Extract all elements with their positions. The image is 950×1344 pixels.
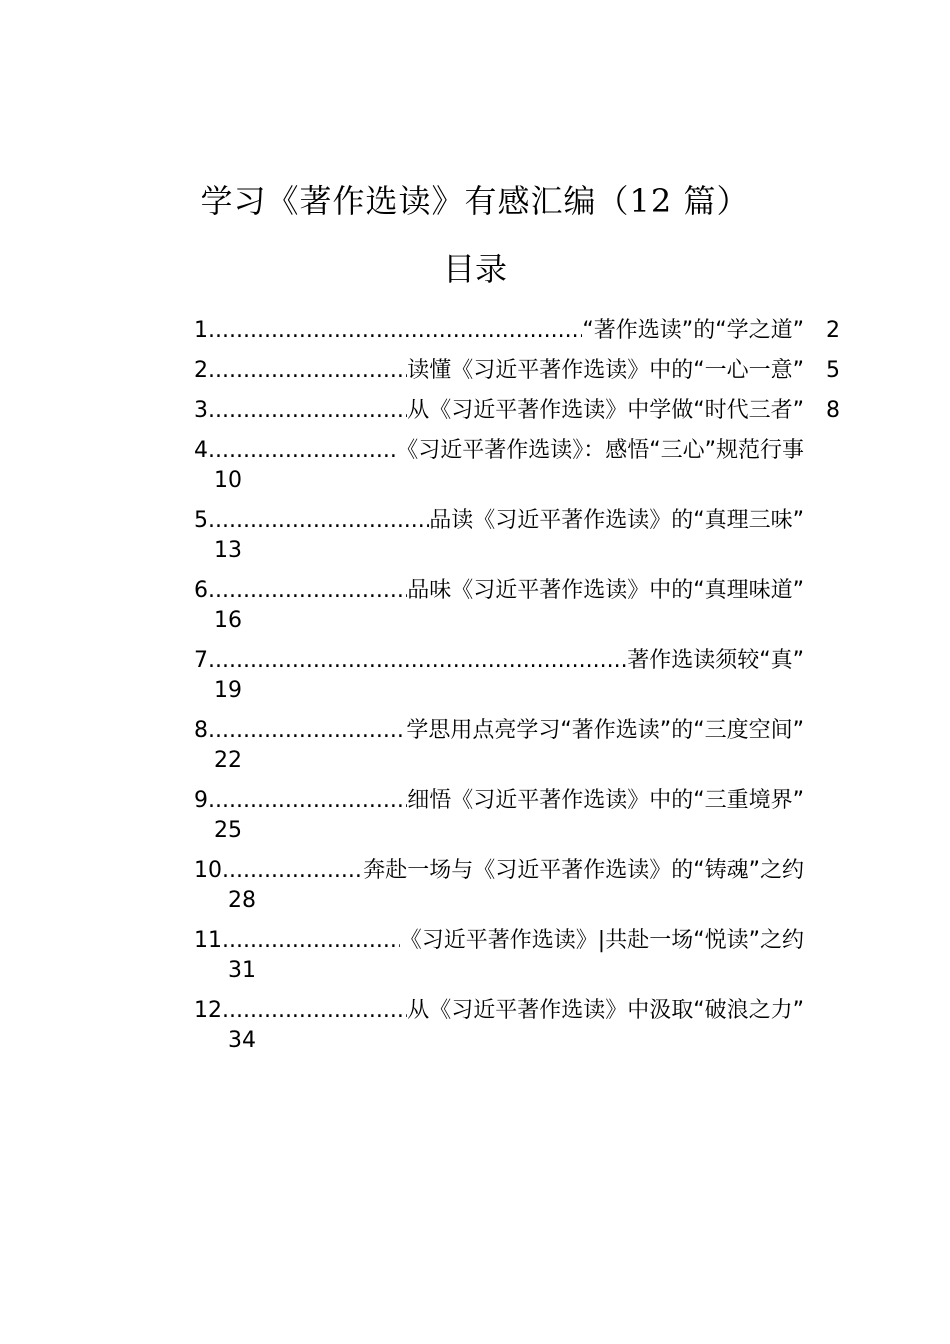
toc-entry[interactable] — [194, 854, 840, 924]
dot-leader — [208, 716, 406, 746]
toc-entry[interactable] — [194, 354, 840, 394]
toc-entry-title: 品读《习近平著作选读》的“真理三味” — [429, 508, 804, 533]
toc-entry-number: 8 — [194, 718, 208, 743]
toc-entry-number: 1 — [194, 318, 208, 343]
toc-entry[interactable] — [194, 394, 840, 434]
toc-entry-title: 从《习近平著作选读》中汲取“破浪之力” — [407, 998, 804, 1023]
toc-entry-page: 2 — [826, 318, 840, 343]
toc-entry-number: 2 — [194, 358, 208, 383]
document-title: 学习《著作选读》有感汇编（12 篇） — [200, 182, 750, 220]
dot-leader — [222, 856, 363, 886]
toc-entry[interactable] — [194, 924, 840, 994]
toc-entry-page: 25 — [214, 818, 242, 843]
dot-leader — [208, 396, 407, 426]
toc-entry[interactable] — [194, 574, 840, 644]
dot-leader — [222, 926, 400, 956]
table-of-contents — [194, 314, 840, 1064]
toc-entry-number: 5 — [194, 508, 208, 533]
toc-entry-title: 品味《习近平著作选读》中的“真理味道” — [407, 578, 804, 603]
toc-entry-number: 9 — [194, 788, 208, 813]
dot-leader — [208, 506, 429, 536]
toc-entry-number: 4 — [194, 438, 208, 463]
dot-leader — [208, 356, 407, 386]
toc-entry[interactable] — [194, 994, 840, 1064]
toc-entry[interactable] — [194, 314, 840, 354]
toc-entry-title: 奔赴一场与《习近平著作选读》的“铸魂”之约 — [363, 858, 804, 883]
toc-entry-title: 学思用点亮学习“著作选读”的“三度空间” — [406, 718, 804, 743]
toc-entry-title: 《习近平著作选读》：感悟“三心”规范行事 — [396, 438, 804, 463]
dot-leader — [208, 576, 407, 606]
toc-entry-page: 5 — [826, 358, 840, 383]
toc-entry-page: 13 — [214, 538, 242, 563]
toc-entry-title: 《习近平著作选读》|共赴一场“悦读”之约 — [399, 928, 804, 953]
toc-entry-number: 6 — [194, 578, 208, 603]
toc-entry-title: “著作选读”的“学之道” — [582, 318, 804, 343]
toc-entry-title: 读懂《习近平著作选读》中的“一心一意” — [407, 358, 804, 383]
dot-leader — [222, 996, 407, 1026]
toc-entry-page: 10 — [214, 468, 242, 493]
toc-entry-title: 从《习近平著作选读》中学做“时代三者” — [407, 398, 804, 423]
toc-entry-page: 31 — [228, 958, 256, 983]
toc-entry[interactable] — [194, 434, 840, 504]
dot-leader — [208, 316, 582, 346]
toc-entry-number: 11 — [194, 928, 222, 953]
toc-entry[interactable] — [194, 714, 840, 784]
toc-entry[interactable] — [194, 644, 840, 714]
toc-entry-number: 7 — [194, 648, 208, 673]
dot-leader — [208, 786, 407, 816]
toc-entry-number: 12 — [194, 998, 222, 1023]
toc-entry-number: 3 — [194, 398, 208, 423]
dot-leader — [208, 436, 396, 466]
toc-heading: 目录 — [442, 250, 507, 288]
toc-entry-title: 细悟《习近平著作选读》中的“三重境界” — [407, 788, 804, 813]
dot-leader — [208, 646, 627, 676]
toc-entry-page: 19 — [214, 678, 242, 703]
toc-entry-page: 8 — [826, 398, 840, 423]
toc-entry-page: 34 — [228, 1028, 256, 1053]
toc-entry-page: 22 — [214, 748, 242, 773]
toc-entry[interactable] — [194, 784, 840, 854]
toc-entry-number: 10 — [194, 858, 222, 883]
toc-entry-page: 28 — [228, 888, 256, 913]
toc-entry-page: 16 — [214, 608, 242, 633]
toc-entry[interactable] — [194, 504, 840, 574]
toc-entry-title: 著作选读须较“真” — [627, 648, 804, 673]
